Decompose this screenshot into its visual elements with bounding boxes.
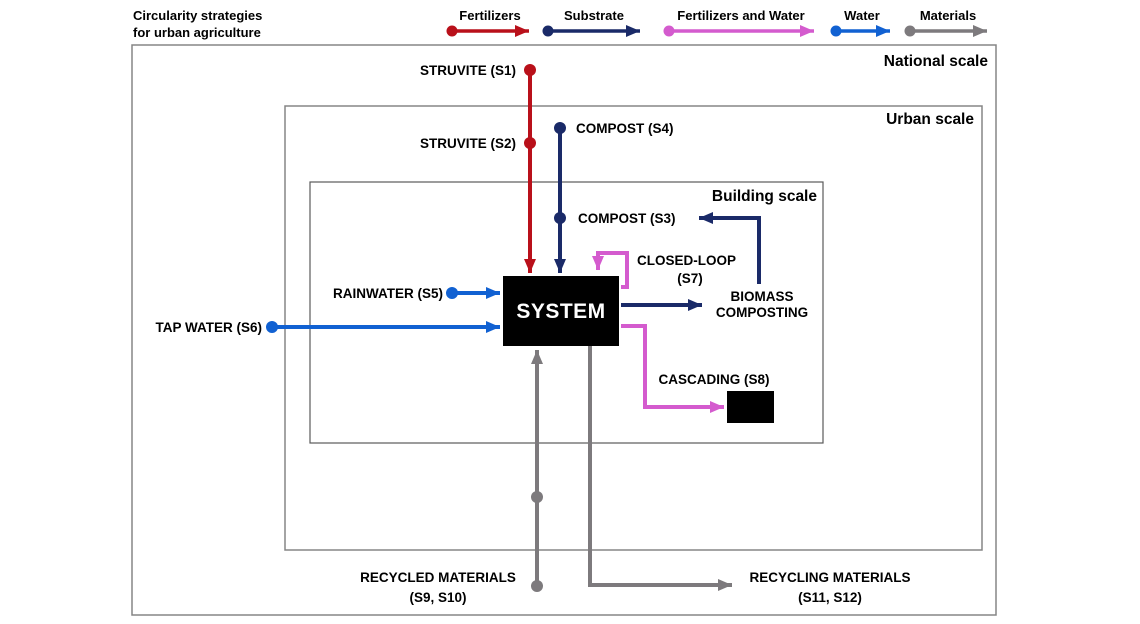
biomass-to-compost-arrow-icon	[699, 218, 759, 284]
tap-water-dot-icon	[266, 321, 278, 333]
legend	[133, 8, 987, 40]
water-dot-icon	[831, 26, 842, 37]
recycled-materials-dot-s10-icon	[531, 580, 543, 592]
flow-system-to-biomass	[621, 289, 808, 320]
legend-title-line2: for urban agriculture	[133, 25, 261, 40]
legend-label-substrate: Substrate	[564, 8, 624, 23]
cascading-label: CASCADING (S8)	[658, 372, 770, 387]
fertilizers-water-dot-icon	[664, 26, 675, 37]
legend-item-materials	[905, 8, 988, 37]
tap-water-label: TAP WATER (S6)	[155, 320, 262, 335]
materials-dot-icon	[905, 26, 916, 37]
cascading-arrow-icon	[621, 326, 724, 407]
compost-s3-dot-icon	[554, 212, 566, 224]
recycling-materials-label-line2: (S11, S12)	[798, 590, 862, 605]
legend-label-fertilizers: Fertilizers	[459, 8, 521, 23]
legend-title-line1: Circularity strategies	[133, 8, 263, 23]
fertilizers-dot-icon	[447, 26, 458, 37]
struvite-s1-label: STRUVITE (S1)	[419, 63, 516, 78]
compost-s4-label: COMPOST (S4)	[576, 121, 674, 136]
legend-item-water	[831, 8, 891, 37]
substrate-dot-icon	[543, 26, 554, 37]
flow-recycled-materials	[360, 350, 543, 605]
struvite-s2-label: STRUVITE (S2)	[419, 136, 516, 151]
struvite-s2-dot-icon	[524, 137, 536, 149]
recycling-materials-label-line1: RECYCLING MATERIALS	[749, 570, 911, 585]
system-node	[503, 276, 619, 346]
building-scale-label: Building scale	[711, 188, 817, 205]
recycled-materials-dot-s9-icon	[531, 491, 543, 503]
biomass-label-line2: COMPOSTING	[715, 305, 809, 320]
compost-s4-dot-icon	[554, 122, 566, 134]
biomass-label-line1: BIOMASS	[730, 289, 794, 304]
flow-tap-water	[155, 320, 500, 335]
closed-loop-label-line1: CLOSED-LOOP	[637, 253, 737, 268]
compost-s3-label: COMPOST (S3)	[578, 211, 676, 226]
recycled-materials-label-line1: RECYCLED MATERIALS	[360, 570, 516, 585]
legend-item-fertilizers	[447, 8, 530, 37]
flow-cascading	[621, 326, 774, 423]
recycled-materials-label-line2: (S9, S10)	[409, 590, 467, 605]
flow-rainwater	[333, 286, 500, 301]
rainwater-label: RAINWATER (S5)	[333, 286, 443, 301]
legend-label-materials: Materials	[919, 8, 977, 23]
struvite-s1-dot-icon	[524, 64, 536, 76]
rainwater-dot-icon	[446, 287, 458, 299]
flow-compost	[554, 121, 676, 273]
flow-biomass-to-compost	[699, 218, 759, 284]
national-scale-label: National scale	[883, 53, 988, 70]
system-label: SYSTEM	[516, 300, 606, 323]
flow-struvite	[420, 63, 536, 273]
urban-scale-label: Urban scale	[886, 111, 974, 128]
legend-label-water: Water	[844, 8, 880, 23]
legend-item-fertilizers-water	[664, 8, 815, 37]
cascading-target-node	[727, 391, 774, 423]
closed-loop-label-line2: (S7)	[677, 271, 703, 286]
legend-label-fertilizers-water: Fertilizers and Water	[677, 8, 805, 23]
legend-item-substrate	[543, 8, 641, 37]
